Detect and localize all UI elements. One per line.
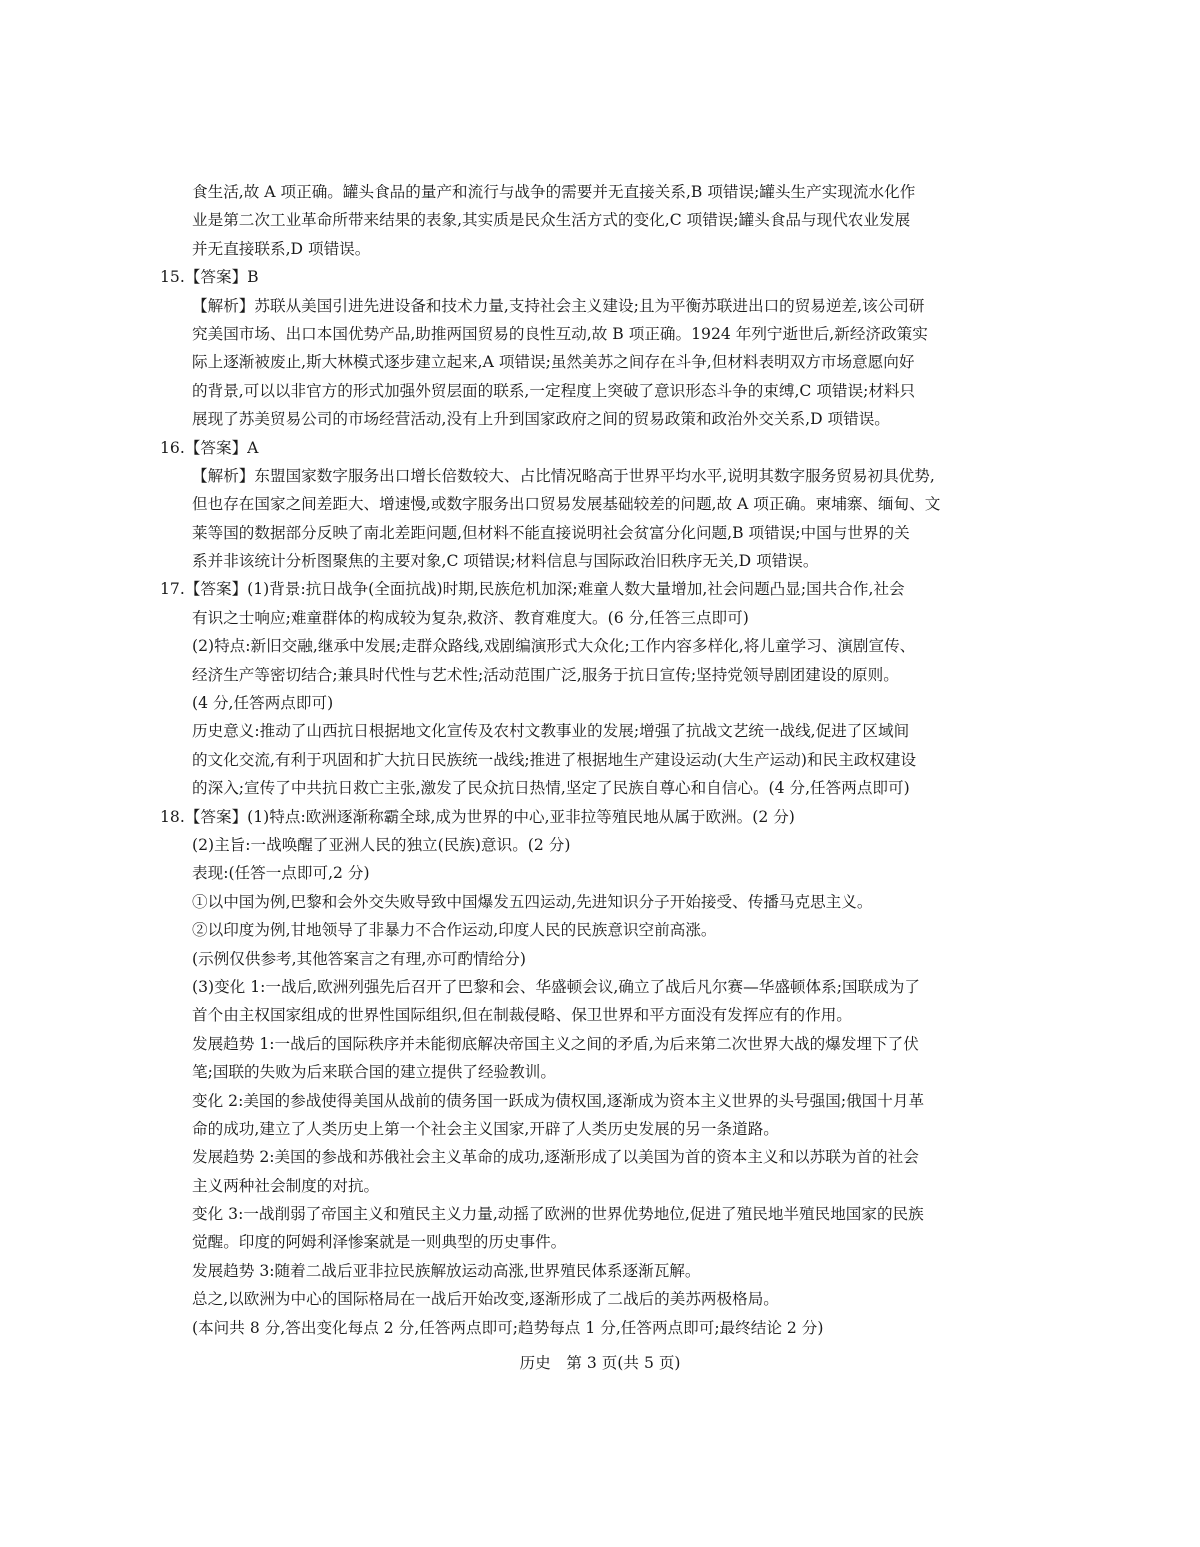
text-line: 展现了苏美贸易公司的市场经营活动,没有上升到国家政府之间的贸易政策和政治外交关系,D 项错误。 (192, 410, 890, 429)
text-line: 17.【答案】(1)背景:抗日战争(全面抗战)时期,民族危机加深;难童人数大量增加,社会问题凸显;国共合作,社会 (160, 580, 905, 599)
text-line: 变化 3:一战削弱了帝国主义和殖民主义力量,动摇了欧洲的世界优势地位,促进了殖民地半殖民地国家的民族 (192, 1205, 924, 1224)
text-line: 16.【答案】A (160, 438, 259, 457)
text-line: (3)变化 1:一战后,欧洲列强先后召开了巴黎和会、华盛顿会议,确立了战后凡尔赛—华盛顿体系;国联成为了 (192, 977, 920, 996)
text-line: 究美国市场、出口本国优势产品,助推两国贸易的良性互动,故 B 项正确。1924 年列宁逝世后,新经济政策实 (192, 324, 928, 343)
text-line: 际上逐渐被废止,斯大林模式逐步建立起来,A 项错误;虽然美苏之间存在斗争,但材料表明双方市场意愿向好 (192, 353, 915, 372)
text-line: 的文化交流,有利于巩固和扩大抗日民族统一战线;推进了根据地生产建设运动(大生产运动)和民主政权建设 (192, 750, 917, 769)
text-line: 【解析】东盟国家数字服务出口增长倍数较大、占比情况略高于世界平均水平,说明其数字服务贸易初具优势, (192, 466, 935, 485)
text-line: 15.【答案】B (160, 268, 259, 287)
text-line: 并无直接联系,D 项错误。 (192, 239, 371, 258)
text-line: 首个由主权国家组成的世界性国际组织,但在制裁侵略、保卫世界和平方面没有发挥应有的作用。 (192, 1006, 852, 1025)
page-footer: 历史 第 3 页(共 5 页) (519, 1354, 681, 1372)
text-line: 经济生产等密切结合;兼具时代性与艺术性;活动范围广泛,服务于抗日宣传;坚持党领导剧团建设的原则。 (192, 665, 899, 684)
text-line: ①以中国为例,巴黎和会外交失败导致中国爆发五四运动,先进知识分子开始接受、传播马克思主义。 (192, 892, 873, 911)
text-line: 觉醒。印度的阿姆利泽惨案就是一则典型的历史事件。 (192, 1233, 567, 1252)
text-line: (4 分,任答两点即可) (192, 694, 334, 713)
text-line: 的深入;宣传了中共抗日救亡主张,激发了民众抗日热情,坚定了民族自尊心和自信心。(4 分,任答两点即可) (192, 779, 910, 798)
text-line: ②以印度为例,甘地领导了非暴力不合作运动,印度人民的民族意识空前高涨。 (192, 921, 717, 940)
text-line: 主义两种社会制度的对抗。 (192, 1176, 380, 1195)
text-line: 【解析】苏联从美国引进先进设备和技术力量,支持社会主义建设;且为平衡苏联进出口的贸易逆差,该公司研 (192, 296, 925, 315)
text-line: 18.【答案】(1)特点:欧洲逐渐称霸全球,成为世界的中心,亚非拉等殖民地从属于欧洲。(2 分) (160, 807, 795, 826)
text-line: 变化 2:美国的参战使得美国从战前的债务国一跃成为债权国,逐渐成为资本主义世界的头号强国;俄国十月革 (192, 1091, 925, 1110)
text-line: 命的成功,建立了人类历史上第一个社会主义国家,开辟了人类历史发展的另一条道路。 (192, 1119, 779, 1138)
text-line: 业是第二次工业革命所带来结果的表象,其实质是民众生活方式的变化,C 项错误;罐头食品与现代农业发展 (192, 211, 911, 230)
text-line: 历史意义:推动了山西抗日根据地文化宣传及农村文教事业的发展;增强了抗战文艺统一战线,促进了区域间 (192, 722, 910, 741)
text-line: 表现:(任答一点即可,2 分) (192, 864, 370, 883)
text-line: (2)主旨:一战唤醒了亚洲人民的独立(民族)意识。(2 分) (192, 835, 571, 854)
text-line: 有识之士响应;难童群体的构成较为复杂,救济、教育难度大。(6 分,任答三点即可) (192, 608, 749, 627)
text-line: 但也存在国家之间差距大、增速慢,或数字服务出口贸易发展基础较差的问题,故 A 项正确。柬埔寨、缅甸、文 (192, 495, 941, 514)
text-line: 总之,以欧洲为中心的国际格局在一战后开始改变,逐渐形成了二战后的美苏两极格局。 (192, 1290, 779, 1309)
text-line: 食生活,故 A 项正确。罐头食品的量产和流行与战争的需要并无直接关系,B 项错误;罐头生产实现流水化作 (192, 183, 916, 201)
text-line: 笔;国联的失败为后来联合国的建立提供了经验教训。 (192, 1063, 556, 1082)
text-line: 发展趋势 1:一战后的国际秩序并未能彻底解决帝国主义之间的矛盾,为后来第二次世界大战的爆发埋下了伏 (192, 1034, 919, 1053)
text-line: 莱等国的数据部分反映了南北差距问题,但材料不能直接说明社会贫富分化问题,B 项错误;中国与世界的关 (192, 523, 910, 542)
text-line: (2)特点:新旧交融,继承中发展;走群众路线,戏剧编演形式大众化;工作内容多样化,将儿童学习、演剧宣传、 (192, 637, 916, 656)
text-line: 发展趋势 2:美国的参战和苏俄社会主义革命的成功,逐渐形成了以美国为首的资本主义和以苏联为首的社会 (192, 1148, 919, 1167)
text-line: 的背景,可以以非官方的形式加强外贸层面的联系,一定程度上突破了意识形态斗争的束缚,C 项错误;材料只 (192, 381, 916, 400)
text-line: 系并非该统计分析图聚焦的主要对象,C 项错误;材料信息与国际政治旧秩序无关,D 项错误。 (192, 552, 819, 571)
answer-content (160, 178, 1030, 1342)
text-line: 发展趋势 3:随着二战后亚非拉民族解放运动高涨,世界殖民体系逐渐瓦解。 (192, 1261, 701, 1280)
text-line: (本问共 8 分,答出变化每点 2 分,任答两点即可;趋势每点 1 分,任答两点即可;最终结论 2 分) (192, 1318, 824, 1337)
text-line: (示例仅供参考,其他答案言之有理,亦可酌情给分) (192, 949, 526, 968)
